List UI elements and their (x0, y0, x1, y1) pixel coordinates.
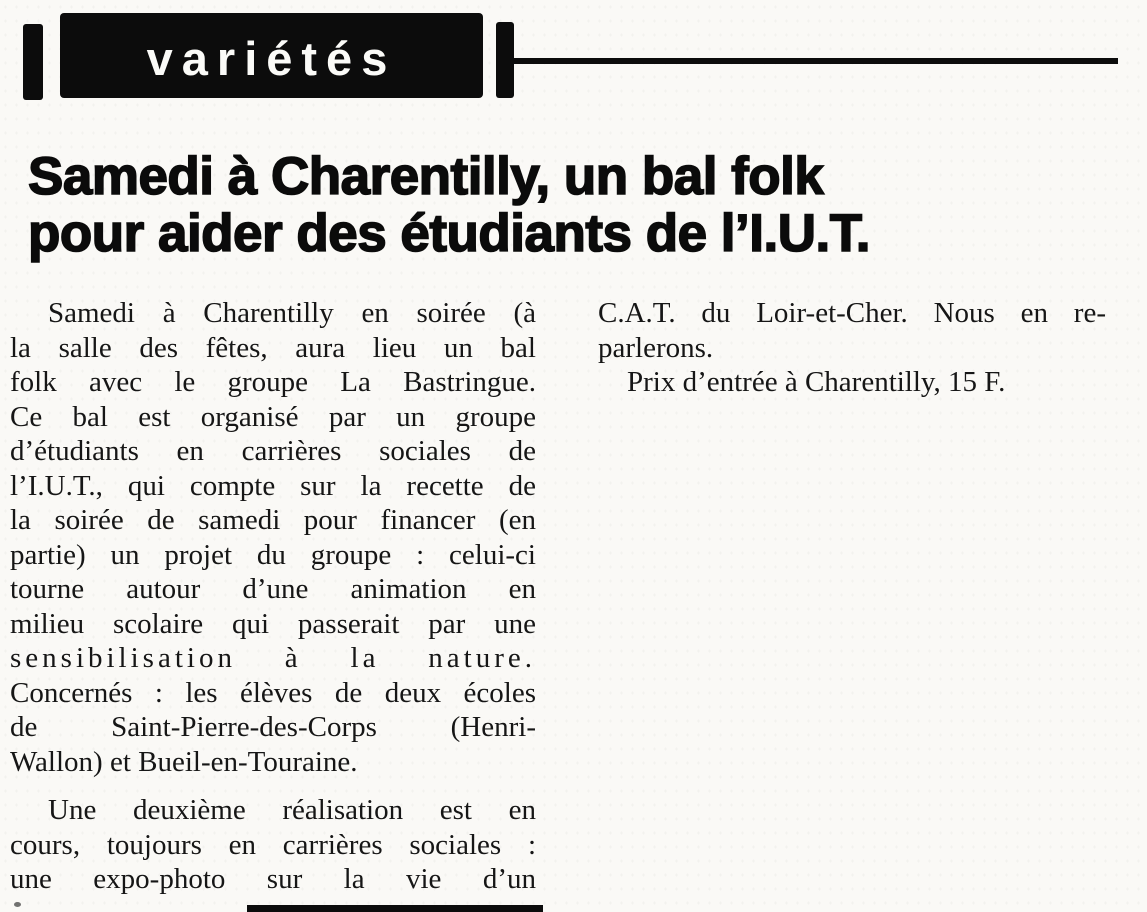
text-line: C.A.T. du Loir-et-Cher. Nous en re- (598, 297, 1106, 329)
text-line: la salle des fêtes, aura lieu un bal (10, 331, 536, 364)
text-line: cours, toujours en carrières sociales : (10, 828, 536, 861)
paragraph (598, 365, 1106, 400)
masthead-rule (514, 58, 1118, 64)
text-line: milieu scolaire qui passerait par une (10, 607, 536, 640)
text-line: Une deuxième réalisation est en (48, 794, 536, 826)
text-line: pour aider des étudiants de l’I.U.T. (28, 204, 870, 263)
paragraph (28, 148, 870, 262)
text-line: sensibilisation à la nature. (10, 642, 536, 674)
masthead-left-bar (23, 24, 43, 100)
paragraph (10, 296, 536, 779)
text-line: l’I.U.T., qui compte sur la recette de (10, 469, 536, 502)
article-right-column (598, 296, 1106, 400)
text-line: d’étudiants en carrières sociales de (10, 435, 536, 467)
article-headline (28, 148, 870, 262)
paragraph (10, 793, 536, 897)
text-line: tourne autour d’une animation en (10, 573, 536, 605)
paragraph (598, 296, 1106, 365)
scan-artifact (14, 902, 21, 907)
masthead-label-box (60, 13, 483, 98)
text-line: une expo-photo sur la vie d’un (10, 863, 536, 895)
text-line: parlerons. (598, 331, 714, 364)
text-line: Samedi à Charentilly, un bal folk (28, 147, 824, 206)
text-line: la soirée de samedi pour financer (en (10, 504, 536, 536)
text-line: Samedi à Charentilly en soirée (à (48, 297, 536, 329)
text-line: Ce bal est organisé par un groupe (10, 400, 536, 433)
next-article-bar-cropped (247, 905, 543, 912)
article-left-column (10, 296, 536, 897)
text-line: de Saint-Pierre-des-Corps (Henri- (10, 711, 536, 743)
masthead-right-bar (496, 22, 514, 98)
section-label: variétés (146, 31, 397, 85)
text-line: partie) un projet du groupe : celui-ci (10, 538, 536, 571)
text-line: folk avec le groupe La Bastringue. (10, 366, 536, 398)
text-line: Wallon) et Bueil-en-Touraine. (10, 745, 358, 778)
text-line: Concernés : les élèves de deux écoles (10, 676, 536, 709)
text-line: Prix d’entrée à Charentilly, 15 F. (627, 366, 1006, 398)
